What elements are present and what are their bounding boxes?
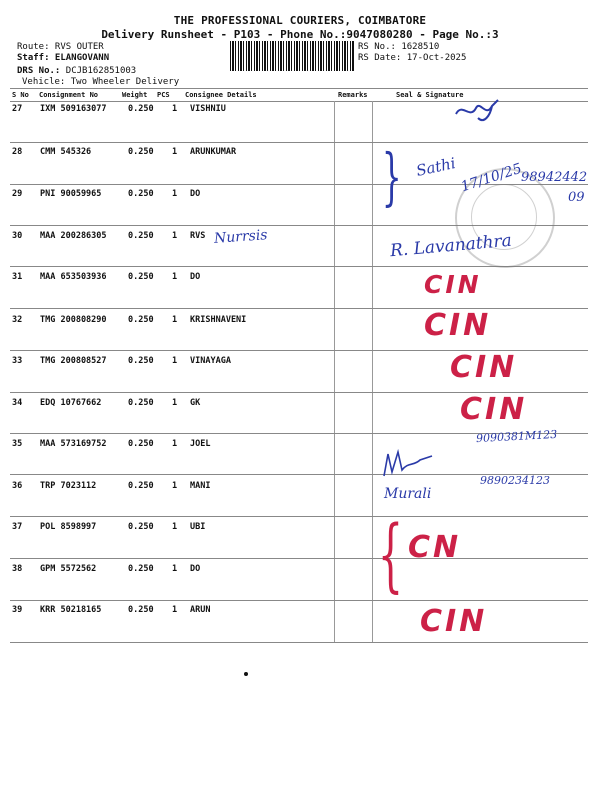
row-divider [10, 600, 588, 601]
cin-mark-31: CIN [424, 270, 482, 299]
row-divider [10, 516, 588, 517]
cin-mark-37: CN [408, 530, 462, 565]
handwritten-signature-28: Sathi [414, 154, 458, 180]
col-consignee: Consignee Details [185, 91, 257, 99]
handwritten-phone-35: 9090381M123 [475, 427, 558, 446]
table-row: 33 TMG 200808527 0.250 1 VINAYAGA [12, 356, 231, 366]
drs-label: DRS No.: [17, 66, 61, 76]
handwritten-remark-30: Nurrsis [213, 227, 268, 247]
col-pcs: PCS [157, 91, 170, 99]
col-remarks: Remarks [338, 91, 368, 99]
table-row: 36 TRP 7023112 0.250 1 MANI [12, 481, 211, 491]
drs-number: DCJB162851003 [65, 66, 137, 76]
signature-scribble-row35 [378, 448, 438, 482]
col-weight: Weight [122, 91, 148, 99]
signature-scribble-row27 [448, 96, 508, 126]
ink-dot [244, 672, 248, 676]
barcode [230, 41, 354, 71]
runsheet-title: Delivery Runsheet - P103 - Phone No.:9047080280 - Page No.:3 [101, 28, 499, 41]
table-bottom-rule [10, 642, 588, 643]
handwritten-phone-28a: 98942442 [521, 170, 588, 185]
table-row: 28 CMM 545326 0.250 1 ARUNKUMAR [12, 147, 237, 157]
brace-rows-37-38: { [377, 508, 404, 601]
table-row: 34 EDQ 10767662 0.250 1 GK [12, 398, 201, 408]
handwritten-signature-36: Murali [384, 486, 432, 502]
vehicle-label: Vehicle: Two Wheeler Delivery [22, 77, 180, 87]
table-row: 31 MAA 653503936 0.250 1 DO [12, 272, 201, 282]
row-divider [10, 558, 588, 559]
rs-number: RS No.: 1628510 [358, 42, 440, 52]
table-row: 29 PNI 90059965 0.250 1 DO [12, 189, 201, 199]
cin-mark-39: CIN [420, 604, 488, 639]
staff-label: Staff: ELANGOVANN [17, 53, 110, 63]
company-title: THE PROFESSIONAL COURIERS, COIMBATORE [173, 14, 427, 27]
rs-date: RS Date: 17-Oct-2025 [358, 53, 467, 63]
drs-line [17, 66, 136, 77]
route-label: Route: RVS OUTER [17, 42, 104, 52]
row-divider [10, 142, 588, 143]
handwritten-date-28: 17/10/25 [459, 160, 524, 196]
table-row: 38 GPM 5572562 0.250 1 DO [12, 564, 201, 574]
col-seal-signature: Seal & Signature [396, 91, 464, 99]
handwritten-signature-30: R. Lavanathra [389, 230, 513, 262]
brace-rows-28-29: } [381, 140, 402, 213]
handwritten-phone-36: 9890234123 [480, 474, 550, 487]
row-divider [10, 308, 588, 309]
signature-divider [372, 101, 373, 642]
table-row: 37 POL 8598997 0.250 1 UBI [12, 522, 206, 532]
cin-mark-33: CIN [450, 350, 518, 385]
col-consignment: Consignment No [39, 91, 99, 99]
cin-mark-34: CIN [460, 392, 528, 427]
handwritten-phone-28b: 09 [568, 190, 585, 205]
cin-mark-32: CIN [424, 308, 492, 343]
table-row: 27 IXM 509163077 0.250 1 VISHNIU [12, 104, 226, 114]
table-row: 35 MAA 573169752 0.250 1 JOEL [12, 439, 211, 449]
remarks-divider [334, 101, 335, 642]
col-sno: S No [12, 91, 29, 99]
table-row: 32 TMG 200808290 0.250 1 KRISHNAVENI [12, 315, 247, 325]
table-row: 30 MAA 200286305 0.250 1 RVS [12, 231, 206, 241]
table-row: 39 KRR 50218165 0.250 1 ARUN [12, 605, 211, 615]
